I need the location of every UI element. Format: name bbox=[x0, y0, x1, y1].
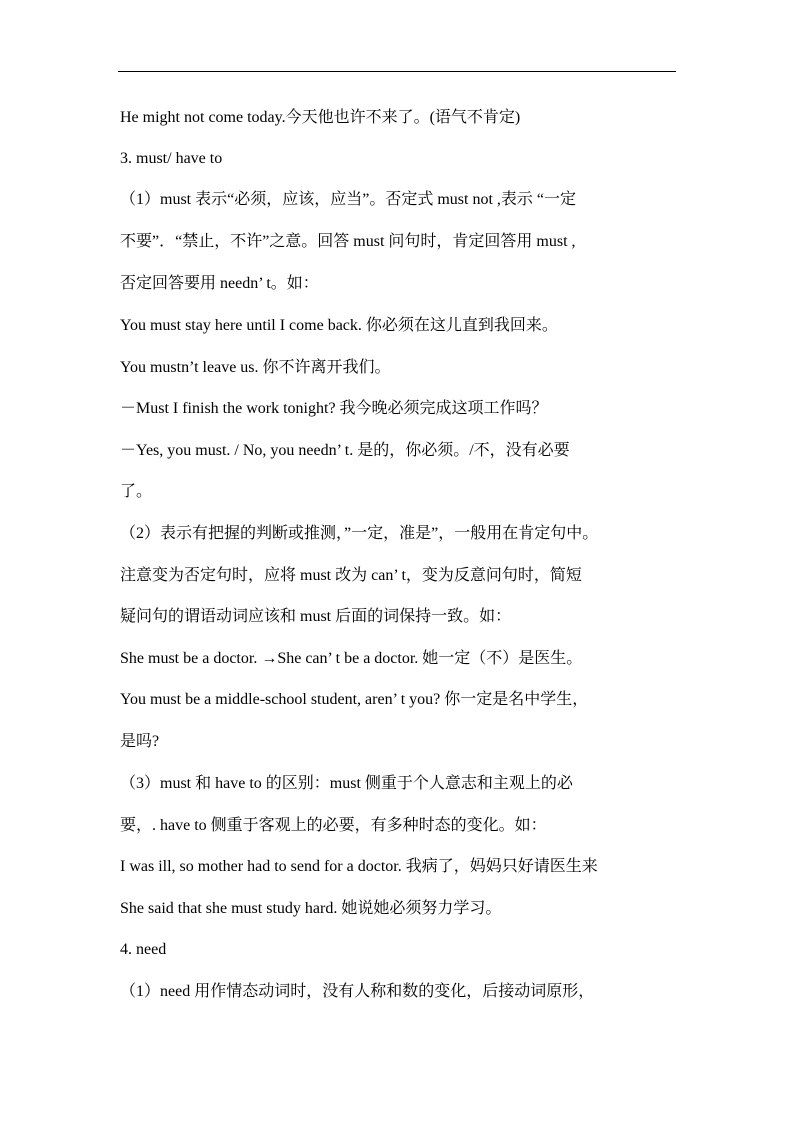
text-line: 注意变为否定句时，应将 must 改为 can’ t，变为反意问句时，简短 bbox=[120, 567, 582, 584]
example-line: She said that she must study hard. 她说她必须努力学习。 bbox=[120, 900, 502, 917]
text-line: 否定回答要用 needn’ t。如： bbox=[120, 275, 319, 292]
text-line: 了。 bbox=[120, 483, 153, 500]
example-line: You must be a middle-school student, aren’ t you? 你一定是名中学生， bbox=[120, 691, 589, 708]
section-heading: 4. need bbox=[120, 941, 167, 958]
text-line: 是吗? bbox=[120, 733, 160, 750]
example-line: －Must I finish the work tonight? 我今晚必须完成这项工作吗？ bbox=[120, 400, 548, 417]
text-line: 要，. have to 侧重于客观上的必要，有多种时态的变化。如： bbox=[120, 817, 547, 834]
example-line: You must stay here until I come back. 你必须在这儿直到我回来。 bbox=[120, 317, 558, 334]
example-line: She must be a doctor. →She can’ t be a doctor. 她一定（不）是医生。 bbox=[120, 650, 583, 667]
text-line: （2）表示有把握的判断或推测，”一定，准是”，一般用在肯定句中。 bbox=[120, 525, 599, 542]
header-rule bbox=[118, 71, 676, 72]
text-line: （3）must 和 have to 的区别：must 侧重于个人意志和主观上的必 bbox=[120, 775, 573, 792]
text-line: 不要”．“禁止，不许”之意。回答 must 问句时，肯定回答用 must , bbox=[120, 233, 576, 250]
text-line: （1）must 表示“必须，应该，应当”。否定式 must not ,表示 “一定 bbox=[120, 191, 576, 208]
example-line: You mustn’t leave us. 你不许离开我们。 bbox=[120, 359, 391, 376]
example-line: －Yes, you must. / No, you needn’ t. 是的，你必须。/不，没有必要 bbox=[120, 442, 570, 459]
text-line: （1）need 用作情态动词时，没有人称和数的变化，后接动词原形， bbox=[120, 983, 595, 1000]
text-line: He might not come today.今天他也许不来了。(语气不肯定) bbox=[120, 109, 521, 126]
section-heading: 3. must/ have to bbox=[120, 150, 223, 167]
text-line: 疑问句的谓语动词应该和 must 后面的词保持一致。如： bbox=[120, 608, 512, 625]
example-line: I was ill, so mother had to send for a doctor. 我病了，妈妈只好请医生来 bbox=[120, 858, 598, 875]
